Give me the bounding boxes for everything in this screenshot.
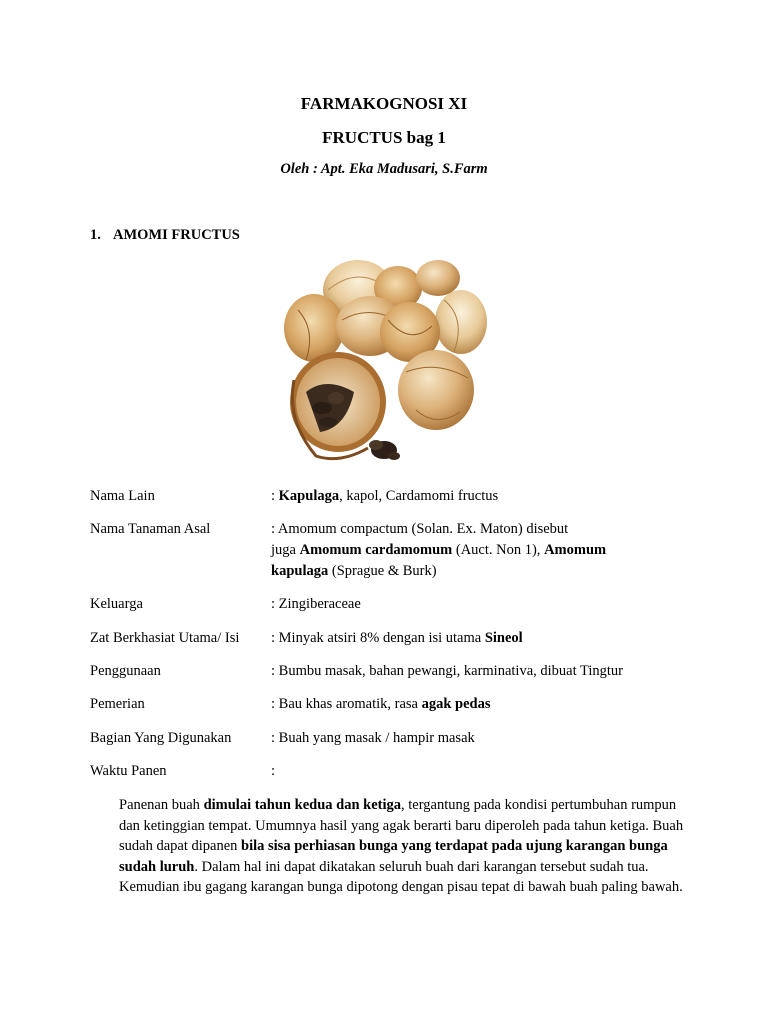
property-value: : — [271, 763, 276, 779]
property-label: Nama Tanaman Asal — [90, 521, 211, 537]
paragraph-bold: dimulai tahun kedua dan ketiga — [203, 797, 401, 813]
paragraph-text: , tergantung pada kondisi pertumbuhan rumpun dan ketinggian tempat. Umumnya hasil yang agak berarti baru diperoleh pada tahun ketiga. Buah sudah dapat dipanen — [119, 797, 684, 855]
property-label: Penggunaan — [90, 663, 161, 679]
property-value — [271, 486, 671, 507]
paragraph-text: . Dalam hal ini dapat dikatakan seluruh buah dari karangan tersebut sudah tua. Kemudian ibu gagang karangan bunga dipotong dengan pisau tepat di bawah buah paling bawah. — [119, 858, 683, 896]
document-author: Oleh : Apt. Eka Madusari, S.Farm — [280, 161, 488, 177]
property-label: Waktu Panen — [90, 763, 167, 779]
value-text: (Sprague & Burk) — [328, 563, 437, 579]
value-text: juga — [271, 542, 300, 558]
cardamom-pods-photo — [276, 260, 494, 473]
paragraph-bold: bila sisa perhiasan bunga yang terdapat pada ujung karangan bunga sudah luruh — [119, 838, 668, 875]
section-heading — [90, 227, 240, 244]
property-value: : Bumbu masak, bahan pewangi, karminativa, dibuat Tingtur — [271, 663, 623, 679]
value-bold: Sineol — [484, 630, 523, 646]
value-bold: kapulaga — [271, 563, 329, 579]
value-rest: , kapol, Cardamomi fructus — [339, 488, 499, 504]
value-bold: Amomum — [544, 542, 607, 558]
property-label: Zat Berkhasiat Utama/ Isi — [90, 630, 240, 646]
property-label: Keluarga — [90, 596, 143, 612]
value-text: : Bau khas aromatik, rasa — [271, 696, 422, 712]
property-value — [271, 519, 671, 582]
property-value — [271, 694, 671, 715]
value-bold: Kapulaga — [278, 488, 340, 504]
document-title: FARMAKOGNOSI XI — [300, 94, 468, 113]
value-bold: Amomum cardamomum — [299, 542, 453, 558]
value-prefix: : — [271, 488, 279, 504]
section-title: AMOMI FRUCTUS — [113, 227, 240, 243]
document-subtitle: FRUCTUS bag 1 — [322, 128, 446, 147]
section-number: 1. — [90, 227, 101, 243]
property-label: Pemerian — [90, 696, 145, 712]
property-label: Nama Lain — [90, 488, 155, 504]
value-text: : Minyak atsiri 8% dengan isi utama — [271, 630, 485, 646]
property-value: : Buah yang masak / hampir masak — [271, 730, 475, 746]
value-text: : Amomum compactum (Solan. Ex. Maton) disebut — [271, 521, 569, 537]
property-label: Bagian Yang Digunakan — [90, 730, 232, 746]
harvest-paragraph — [119, 795, 685, 898]
property-value: : Zingiberaceae — [271, 596, 361, 612]
paragraph-text: Panenan buah — [119, 797, 204, 813]
value-bold: agak pedas — [421, 696, 491, 712]
value-text: (Auct. Non 1), — [452, 542, 545, 558]
property-value — [271, 628, 671, 649]
